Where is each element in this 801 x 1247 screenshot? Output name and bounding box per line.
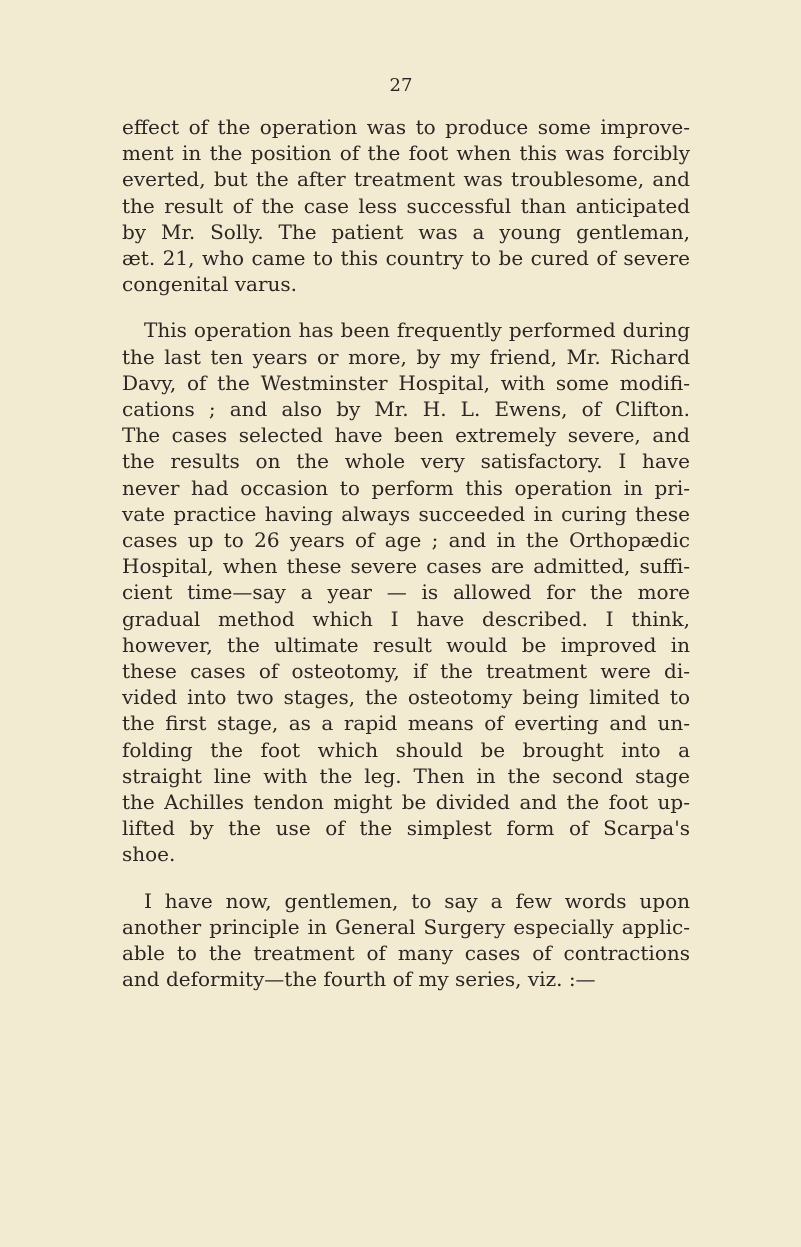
text-line: the Achilles tendon might be divided and the foot up- <box>122 790 690 815</box>
text-line: the result of the case less successful than anticipated <box>122 193 690 218</box>
text-line: folding the foot which should be brought into a <box>122 737 690 762</box>
text-line: cases up to 26 years of age ; and in the Orthopædic <box>122 528 690 553</box>
text-line: I have now, gentlemen, to say a few words upon <box>144 888 690 913</box>
text-line: the last ten years or more, by my friend, Mr. Richard <box>122 344 690 369</box>
text-line: Davy, of the Westminster Hospital, with some modifi- <box>122 370 690 395</box>
text-line: however, the ultimate result would be improved in <box>122 632 690 657</box>
paragraph-1 <box>122 114 690 297</box>
text-line: another principle in General Surgery especially applic- <box>122 914 690 939</box>
text-line: gradual method which I have described. I think, <box>122 606 690 631</box>
text-line: congenital varus. <box>122 272 298 297</box>
text-line: never had occasion to perform this operation in pri- <box>122 475 690 500</box>
text-line: cations ; and also by Mr. H. L. Ewens, of Clifton. <box>122 397 690 422</box>
text-line: the results on the whole very satisfactory. I have <box>122 449 690 474</box>
text-line: vided into two stages, the osteotomy being limited to <box>122 685 690 710</box>
paragraph-gap <box>122 868 690 888</box>
paragraph-3 <box>122 888 690 993</box>
text-line: straight line with the leg. Then in the second stage <box>122 763 690 788</box>
text-line: able to the treatment of many cases of contractions <box>122 941 690 966</box>
text-line: shoe. <box>122 842 176 867</box>
text-line: effect of the operation was to produce some improve- <box>122 115 690 139</box>
paragraph-2 <box>122 317 690 867</box>
page-number: 27 <box>389 75 413 96</box>
text-line: cient time—say a year — is allowed for the more <box>122 580 690 605</box>
text-line: the first stage, as a rapid means of everting and un- <box>122 711 690 736</box>
text-line: these cases of osteotomy, if the treatment were di- <box>122 659 690 684</box>
text-line: Hospital, when these severe cases are admitted, suffi- <box>122 554 690 579</box>
text-line: æt. 21, who came to this country to be cured of severe <box>122 246 690 271</box>
text-line: lifted by the use of the simplest form of Scarpa's <box>122 816 690 841</box>
paragraph-gap <box>122 297 690 317</box>
text-line: The cases selected have been extremely severe, and <box>122 423 690 448</box>
text-line: and deformity—the fourth of my series, viz. :— <box>122 967 596 992</box>
text-line: by Mr. Solly. The patient was a young gentleman, <box>122 219 690 244</box>
text-line: everted, but the after treatment was troublesome, and <box>122 167 690 192</box>
text-line: This operation has been frequently performed during <box>144 318 690 343</box>
text-line: vate practice having always succeeded in curing these <box>122 501 690 526</box>
body-text <box>122 114 690 993</box>
text-line: ment in the position of the foot when this was forcibly <box>122 141 690 166</box>
